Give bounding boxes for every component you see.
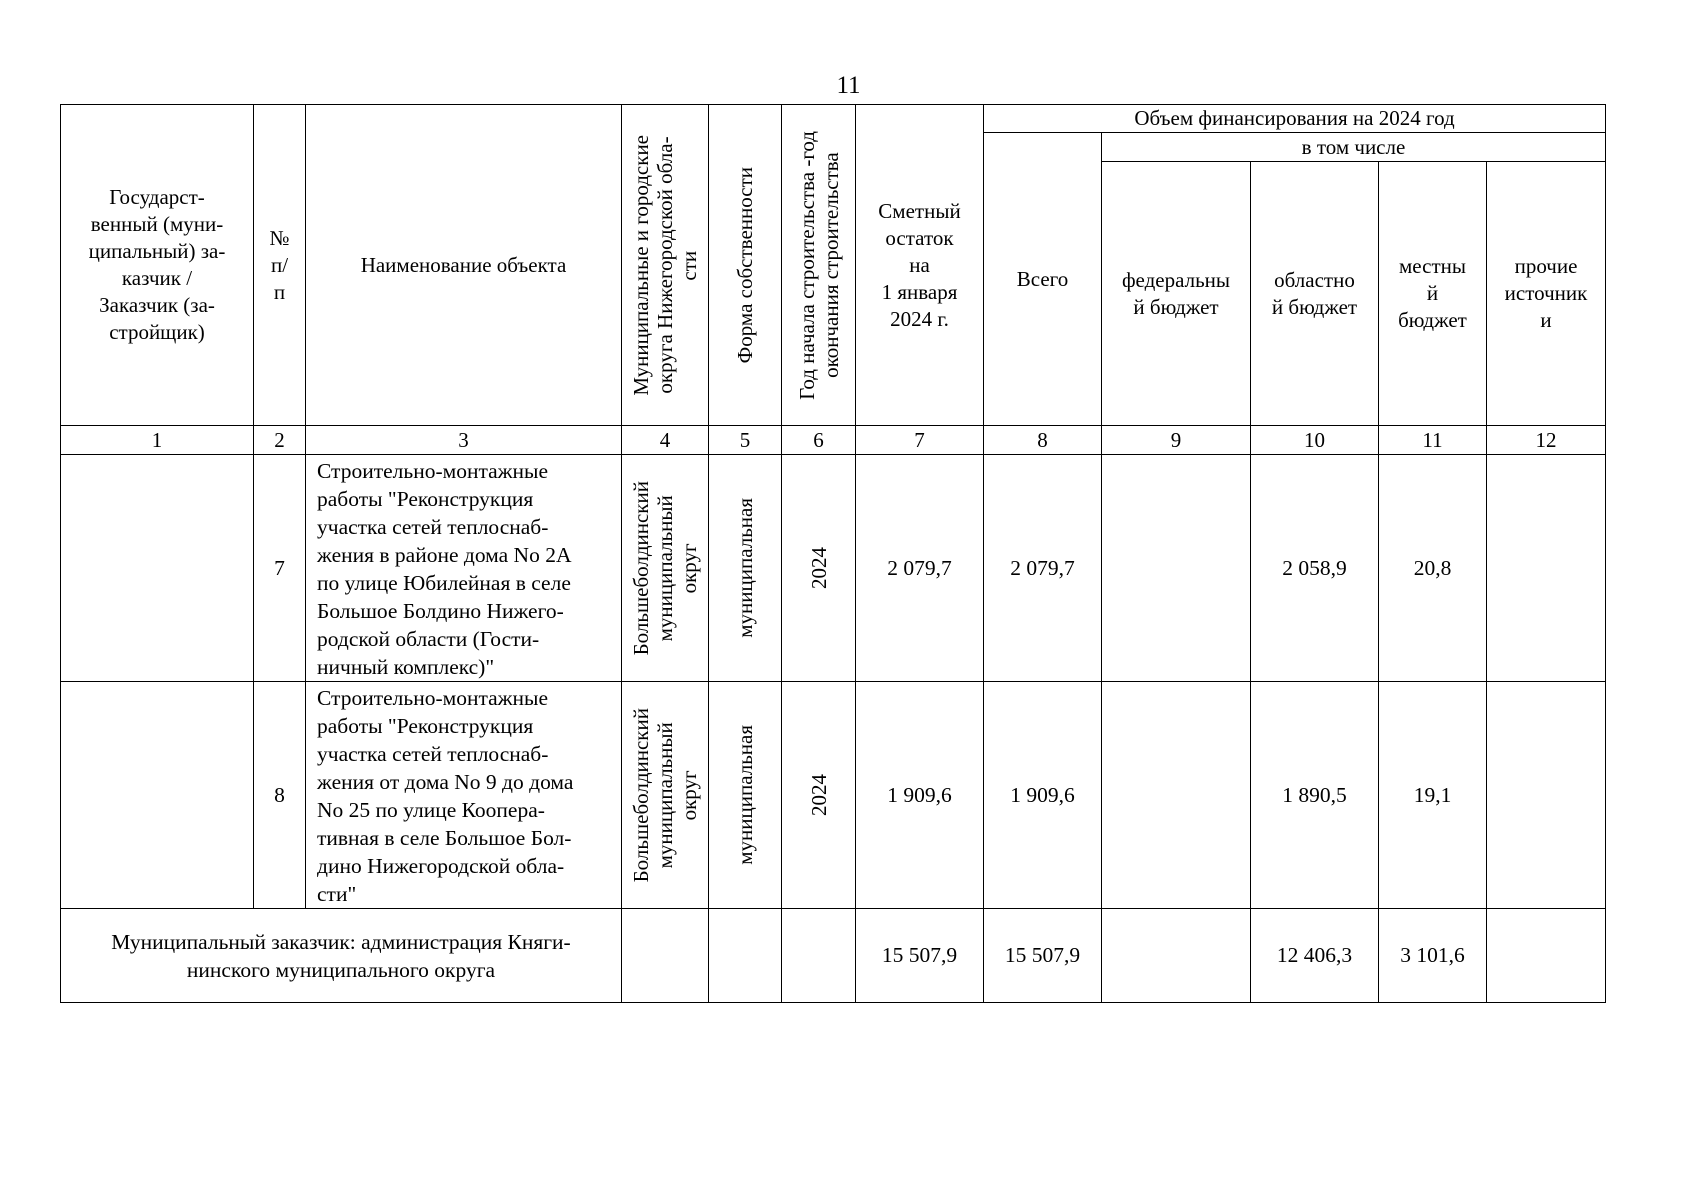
column-number: 5 <box>709 426 782 455</box>
cell-local: 19,1 <box>1379 682 1487 909</box>
cell-municipality: Большеболдинский муниципальный округ <box>622 682 709 909</box>
summary-federal <box>1102 909 1251 1003</box>
column-number: 2 <box>254 426 306 455</box>
page-number: 11 <box>836 72 861 99</box>
header-row-1 <box>61 105 1606 133</box>
summary-other <box>1487 909 1606 1003</box>
cell-other <box>1487 682 1606 909</box>
cell-total: 2 079,7 <box>984 455 1102 682</box>
header-funding-group: Объем финансирования на 2024 год <box>984 105 1606 133</box>
cell-customer <box>61 455 254 682</box>
summary-municipality <box>622 909 709 1003</box>
header-other: прочие источник и <box>1487 162 1606 426</box>
cell-estimate-balance: 2 079,7 <box>856 455 984 682</box>
cell-years: 2024 <box>782 455 856 682</box>
cell-years: 2024 <box>782 682 856 909</box>
cell-regional: 1 890,5 <box>1251 682 1379 909</box>
cell-ownership: муниципальная <box>709 455 782 682</box>
column-number: 7 <box>856 426 984 455</box>
financing-table <box>60 104 1606 1003</box>
column-number: 11 <box>1379 426 1487 455</box>
column-number: 4 <box>622 426 709 455</box>
cell-num: 7 <box>254 455 306 682</box>
column-number: 9 <box>1102 426 1251 455</box>
cell-ownership: муниципальная <box>709 682 782 909</box>
cell-num: 8 <box>254 682 306 909</box>
cell-total: 1 909,6 <box>984 682 1102 909</box>
cell-local: 20,8 <box>1379 455 1487 682</box>
header-years: Год начала строительства -год окончания строительства <box>782 105 856 426</box>
cell-customer <box>61 682 254 909</box>
cell-estimate-balance: 1 909,6 <box>856 682 984 909</box>
header-regional: областно й бюджет <box>1251 162 1379 426</box>
header-ownership: Форма собственности <box>709 105 782 426</box>
column-number: 6 <box>782 426 856 455</box>
summary-estimate-balance: 15 507,9 <box>856 909 984 1003</box>
cell-object-name: Строительно-монтажные работы "Реконструкция участка сетей теплоснаб- жения в районе дома No 2А по улице Юбилейная в селе Большое Болдино Нижего- родской области (Гости- ничный комплекс)" <box>306 455 622 682</box>
column-number: 8 <box>984 426 1102 455</box>
summary-label: Муниципальный заказчик: администрация Княги- нинского муниципального округа <box>61 909 622 1003</box>
column-number: 3 <box>306 426 622 455</box>
summary-local: 3 101,6 <box>1379 909 1487 1003</box>
header-including: в том числе <box>1102 133 1606 162</box>
header-customer: Государст- венный (муни- ципальный) за- казчик / Заказчик (за- стройщик) <box>61 105 254 426</box>
column-numbers-row <box>61 426 1606 455</box>
cell-federal <box>1102 455 1251 682</box>
header-object-name: Наименование объекта <box>306 105 622 426</box>
cell-federal <box>1102 682 1251 909</box>
column-number: 1 <box>61 426 254 455</box>
header-local: местны й бюджет <box>1379 162 1487 426</box>
cell-object-name: Строительно-монтажные работы "Реконструкция участка сетей теплоснаб- жения от дома No 9 до дома No 25 по улице Коопера- тивная в селе Большое Бол- дино Нижегородской обла- сти" <box>306 682 622 909</box>
cell-regional: 2 058,9 <box>1251 455 1379 682</box>
header-total: Всего <box>984 133 1102 426</box>
header-municipality: Муниципальные и городские округа Нижегородской обла- сти <box>622 105 709 426</box>
summary-row <box>61 909 1606 1003</box>
header-federal: федеральны й бюджет <box>1102 162 1251 426</box>
summary-years <box>782 909 856 1003</box>
table-row <box>61 455 1606 682</box>
column-number: 10 <box>1251 426 1379 455</box>
summary-regional: 12 406,3 <box>1251 909 1379 1003</box>
header-estimate-balance: Сметный остаток на 1 января 2024 г. <box>856 105 984 426</box>
cell-other <box>1487 455 1606 682</box>
table-row <box>61 682 1606 909</box>
header-num: № п/ п <box>254 105 306 426</box>
cell-municipality: Большеболдинский муниципальный округ <box>622 455 709 682</box>
summary-ownership <box>709 909 782 1003</box>
column-number: 12 <box>1487 426 1606 455</box>
summary-total: 15 507,9 <box>984 909 1102 1003</box>
